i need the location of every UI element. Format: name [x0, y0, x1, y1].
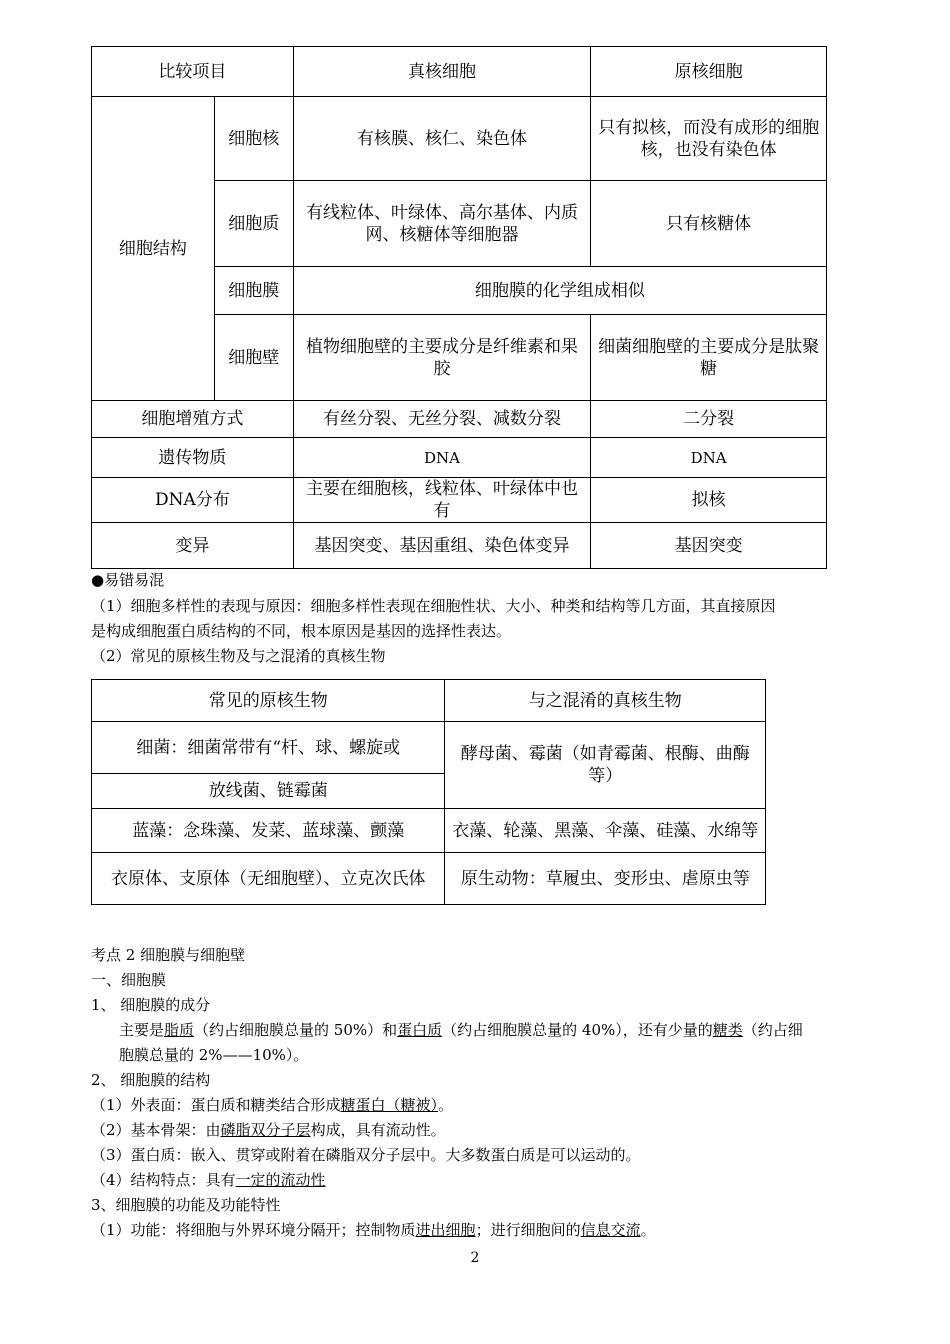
row-label: 细胞增殖方式 — [92, 401, 294, 438]
row-label: 细胞质 — [214, 181, 293, 267]
cell: 细胞膜的化学组成相似 — [293, 267, 826, 315]
cell: 衣原体、支原体（无细胞壁）、立克次氏体 — [92, 853, 445, 905]
cell-comparison-table — [91, 46, 827, 569]
cell: 酵母菌、霉菌（如青霉菌、根酶、曲酶等） — [445, 722, 766, 809]
row-label: DNA分布 — [92, 478, 294, 523]
cell: 放线菌、链霉菌 — [92, 774, 445, 809]
row-label: 细胞壁 — [214, 315, 293, 401]
table-row — [92, 853, 766, 905]
paragraph: （4）结构特点：具有一定的流动性 — [91, 1171, 326, 1189]
paragraph: （2）基本骨架：由磷脂双分子层构成，具有流动性。 — [91, 1121, 446, 1139]
table-row — [92, 401, 827, 438]
header-cell: 与之混淆的真核生物 — [445, 680, 766, 722]
cell: 基因突变 — [591, 523, 827, 569]
paragraph: （1）细胞多样性的表现与原因：细胞多样性表现在细胞性状、大小、种类和结构等几方面，其直接原因 — [91, 597, 776, 615]
cell: 基因突变、基因重组、染色体变异 — [293, 523, 591, 569]
paragraph: （1）功能：将细胞与外界环境分隔开；控制物质进出细胞；进行细胞间的信息交流。 — [91, 1221, 656, 1239]
prokaryote-table — [91, 679, 766, 905]
header-cell: 常见的原核生物 — [92, 680, 445, 722]
table-row — [92, 523, 827, 569]
cell: 只有核糖体 — [591, 181, 827, 267]
table-row — [92, 438, 827, 478]
table-row — [92, 809, 766, 853]
cell: 细菌：细菌常带有“杆、球、螺旋或 — [92, 722, 445, 774]
cell: 细菌细胞壁的主要成分是肽聚糖 — [591, 315, 827, 401]
header-cell: 比较项目 — [92, 47, 294, 97]
cell: DNA — [591, 438, 827, 478]
cell: 蓝藻：念珠藻、发菜、蓝球藻、颤藻 — [92, 809, 445, 853]
cell: 二分裂 — [591, 401, 827, 438]
paragraph: （3）蛋白质：嵌入、贯穿或附着在磷脂双分子层中。大多数蛋白质是可以运动的。 — [91, 1146, 641, 1164]
cell: 原生动物：草履虫、变形虫、虐原虫等 — [445, 853, 766, 905]
cell: DNA — [293, 438, 591, 478]
row-label: 变异 — [92, 523, 294, 569]
heading: 一、细胞膜 — [91, 971, 167, 989]
cell: 有线粒体、叶绿体、高尔基体、内质网、核糖体等细胞器 — [293, 181, 591, 267]
paragraph: 是构成细胞蛋白质结构的不同，根本原因是基因的选择性表达。 — [91, 622, 512, 640]
row-label: 细胞膜 — [214, 267, 293, 315]
cell: 主要在细胞核，线粒体、叶绿体中也有 — [293, 478, 591, 523]
paragraph: 胞膜总量的 2%——10%）。 — [119, 1046, 309, 1064]
cell: 拟核 — [591, 478, 827, 523]
section-title: 考点 2 细胞膜与细胞壁 — [91, 946, 246, 964]
group-label: 细胞结构 — [92, 97, 215, 401]
cell: 有核膜、核仁、染色体 — [293, 97, 591, 181]
cell: 有丝分裂、无丝分裂、减数分裂 — [293, 401, 591, 438]
table-row — [92, 97, 827, 181]
cell: 只有拟核，而没有成形的细胞核，也没有染色体 — [591, 97, 827, 181]
cell: 衣藻、轮藻、黑藻、伞藻、硅藻、水绵等 — [445, 809, 766, 853]
subheading: 3、细胞膜的功能及功能特性 — [91, 1196, 281, 1214]
table-row — [92, 722, 766, 774]
header-cell: 真核细胞 — [293, 47, 591, 97]
table-row — [92, 680, 766, 722]
row-label: 细胞核 — [214, 97, 293, 181]
table-row — [92, 478, 827, 523]
paragraph: （2）常见的原核生物及与之混淆的真核生物 — [91, 647, 386, 665]
subheading: 2、 细胞膜的结构 — [91, 1071, 211, 1089]
subheading: 1、 细胞膜的成分 — [91, 996, 211, 1014]
paragraph: （1）外表面：蛋白质和糖类结合形成糖蛋白（糖被）。 — [91, 1096, 454, 1114]
header-cell: 原核细胞 — [591, 47, 827, 97]
mistakes-heading: ●易错易混 — [91, 571, 165, 589]
paragraph: 主要是脂质（约占细胞膜总量的 50%）和蛋白质（约占细胞膜总量的 40%），还有少量的糖类（约占细 — [119, 1021, 803, 1039]
table-row — [92, 47, 827, 97]
page-number: 2 — [470, 1250, 480, 1266]
row-label: 遗传物质 — [92, 438, 294, 478]
cell: 植物细胞壁的主要成分是纤维素和果胶 — [293, 315, 591, 401]
